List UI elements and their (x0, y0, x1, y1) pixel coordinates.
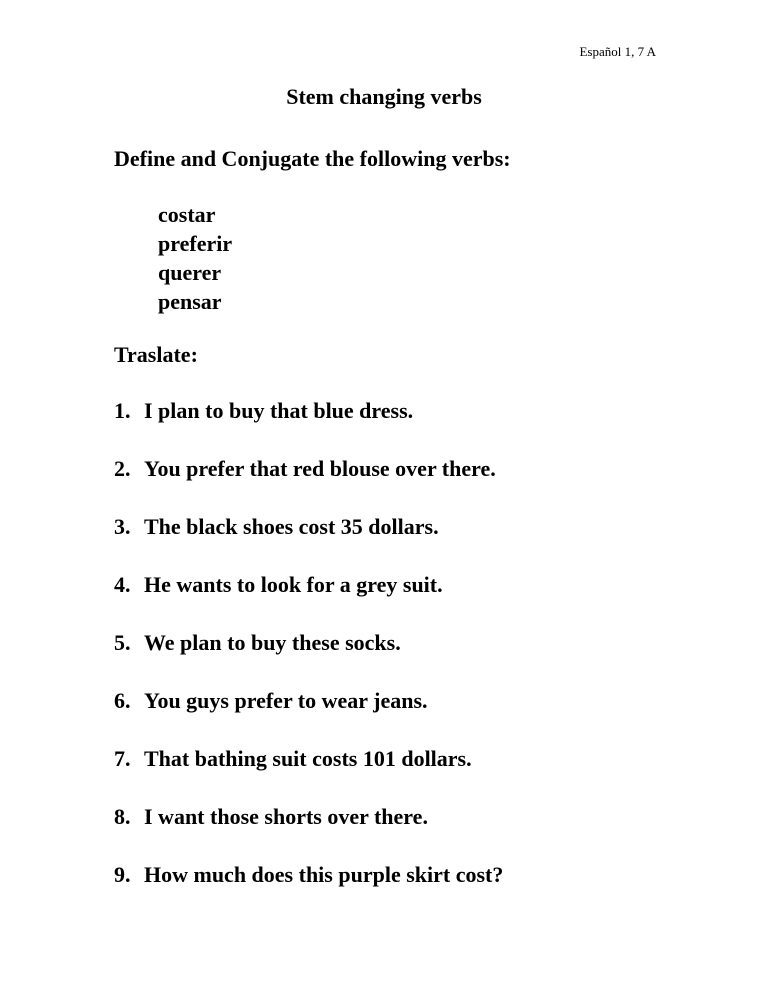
sentence-text: The black shoes cost 35 dollars. (144, 514, 439, 539)
sentence-text: You guys prefer to wear jeans. (144, 688, 428, 713)
sentence-item (114, 746, 503, 804)
sentence-number: 7. (114, 746, 131, 771)
sentence-item (114, 456, 503, 514)
verb-item: preferir (158, 231, 233, 256)
sentence-text: I plan to buy that blue dress. (144, 398, 414, 423)
header-note: Español 1, 7 A (579, 44, 656, 59)
sentence-list (114, 398, 503, 920)
sentence-text: We plan to buy these socks. (144, 630, 401, 655)
sentence-number: 2. (114, 456, 131, 481)
verb-item: costar (158, 202, 216, 227)
sentence-number: 8. (114, 804, 131, 829)
sentence-item (114, 514, 503, 572)
sentence-text: That bathing suit costs 101 dollars. (144, 746, 472, 771)
sentence-item (114, 572, 503, 630)
sentence-number: 4. (114, 572, 131, 597)
sentence-number: 1. (114, 398, 131, 423)
sentence-text: How much does this purple skirt cost? (144, 862, 504, 887)
sentence-text: You prefer that red blouse over there. (144, 456, 496, 481)
page-title: Stem changing verbs (286, 84, 482, 109)
sentence-number: 5. (114, 630, 131, 655)
sentence-item (114, 862, 503, 920)
verb-item: querer (158, 260, 222, 285)
instruction-text: Define and Conjugate the following verbs: (114, 146, 511, 171)
sentence-number: 6. (114, 688, 131, 713)
verb-item: pensar (158, 289, 222, 314)
sentence-text: He wants to look for a grey suit. (144, 572, 443, 597)
sentence-item (114, 630, 503, 688)
sentence-number: 3. (114, 514, 131, 539)
translate-heading: Traslate: (114, 342, 198, 367)
sentence-number: 9. (114, 862, 131, 887)
sentence-item (114, 804, 503, 862)
sentence-text: I want those shorts over there. (144, 804, 428, 829)
sentence-item (114, 688, 503, 746)
verb-list (158, 200, 232, 316)
sentence-item (114, 398, 503, 456)
